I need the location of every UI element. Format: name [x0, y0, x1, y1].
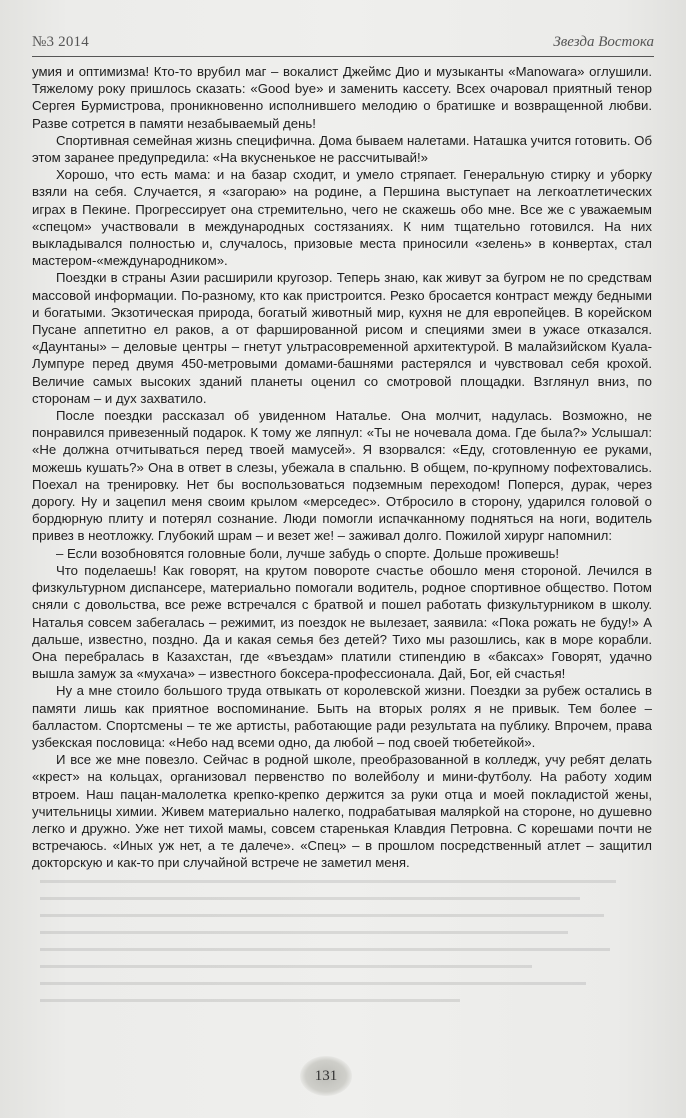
- paragraph: После поездки рассказал об увиденном Наталье. Она молчит, надулась. Возможно, не понравился привезенный подарок. К тому же ляпнул: «Ты не ночевала дома. Где была?» Услышал: «Не должна отчитываться перед твоей мамусей». Я взорвался: «Еду, сготовленную ее руками, можешь кушать?» Она в ответ в слезы, убежала в спальню. В общем, по-крупному пофехтовались. Поехал на тренировку. Нет бы воспользоваться подземным переходом! Поперся, дурак, через дорогу. Ну и зацепил меня своим крылом «мерседес». Отбросило в сторону, ударился головой о бордюрную плиту и потерял сознание. Люди помогли испачканному подняться на ноги, водитель привез в неотложку. Глубокий шрам – и везет же! – заживал долго. Пожилой хирург напомнил:: [32, 408, 652, 544]
- paragraph: И все же мне повезло. Сейчас в родной школе, преобразованной в колледж, учу ребят делать «крест» на кольцах, организовал первенство по волейболу и мини-футболу. На работу ходим втроем. Наш пацан-малолетка крепко-крепко держится за руки отца и моей покладистой жены, учительницы химии. Живем материально налегко, подрабатывая малярkой на стороне, но душевно легко и дружно. Уже нет тихой мамы, совсем старенькая Клавдия Петровна. С корешами почти не встречаюсь. «Иных уж нет, а те далече». «Спец» – в прошлом посредственный атлет – защитил докторскую и как-то при случайной встрече не заметил меня.: [32, 752, 652, 871]
- paragraph: – Если возобновятся головные боли, лучше забудь о спорте. Дольше проживешь!: [56, 545, 560, 561]
- running-header: [32, 34, 654, 56]
- paragraph: умия и оптимизма! Кто-то врубил маг – вокалист Джеймс Дио и музыканты «Manowara» оглушили. Тяжелому року пришлось сказать: «Good bye» и заменить кассету. Всех очаровал приятный тенор Сергея Бурмистрова, проникновенно исполнившего мелодию о братишке и возвращенной любви. Разве сотрется в памяти незабываемый день!: [32, 64, 652, 131]
- header-rule: [32, 56, 654, 57]
- page-number: 131: [300, 1056, 352, 1096]
- bleed-through-texture: [40, 880, 640, 1050]
- paragraph: Поездки в страны Азии расширили кругозор. Теперь знаю, как живут за бугром не по средствам массовой информации. По-разному, кто как пристроится. Резко бросается контраст между бедными и богатыми. Экзотическая природа, богатый животный мир, кухня не для европейцев. В корейском Пусане аппетитно ел раков, а от фаршированной рисом и специями змеи в ужасе отказался. «Даунтаны» – деловые центры – гнетут ультрасовременной архитектурой. В малайзийском Куала-Лумпуре перед двумя 450-метровыми домами-башнями растерялся и чувствовал себя крохой. Величие самых высоких зданий планеты оценил со смотровой площадки. Взглянул вниз, по сторонам – и дух захватило.: [32, 270, 652, 406]
- paragraph: Ну а мне стоило большого труда отвыкать от королевской жизни. Поездки за рубеж остались в памяти лишь как приятное воспоминание. Быть на вторых ролях я не привык. Тем более – балластом. Спортсмены – те же артисты, работающие ради результата на публику. Впрочем, права узбекская пословица: «Небо над всеми одно, да любой – под своей тюбетейкой».: [32, 683, 652, 750]
- paragraph: Хорошо, что есть мама: и на базар сходит, и умело стряпает. Генеральную стирку и уборку взяли на себя. Случается, я «загораю» на родине, а Першина выступает на легкоатлетических играх в Пекине. Прогрессирует она стремительно, чего не скажешь обо мне. Все же с уважаемым «спецом» участвовали в международных состязаниях. К ним тщательно готовился. На них выкладывался полностью и, случалось, призовые места приносили «зелень» в конвертах, стал мастером-«международником».: [32, 167, 652, 269]
- issue-number: №3 2014: [32, 34, 89, 50]
- paragraph: Что поделаешь! Как говорят, на крутом повороте счастье обошло меня стороной. Лечился в физкультурном диспансере, материально помогали водитель, родное спортивное общество. Потом сняли с довольства, все реже встречался с братвой и пошел работать физкультурником в школу. Наталья совсем забегалась – режимит, из поездок не вылезает, заявила: «Пока рожать не буду!» А дальше, известно, поздно. Да и какая семья без детей? Тихо мы разошлись, как в море корабли. Она перебралась в Казахстан, где «въездам» платили стипендию в «баксах» Говорят, удачно вышла замуж за «мухача» – известного боксера-профессионала. Дай, Бог, ей счастья!: [32, 562, 652, 682]
- journal-title: Звезда Востока: [553, 34, 654, 50]
- paragraph: Спортивная семейная жизнь специфична. Дома бываем налетами. Наташка учится готовить. Об этом заранее предупредила: «На вкусненькое не рассчитывай!»: [32, 132, 652, 166]
- article-body: [32, 63, 652, 872]
